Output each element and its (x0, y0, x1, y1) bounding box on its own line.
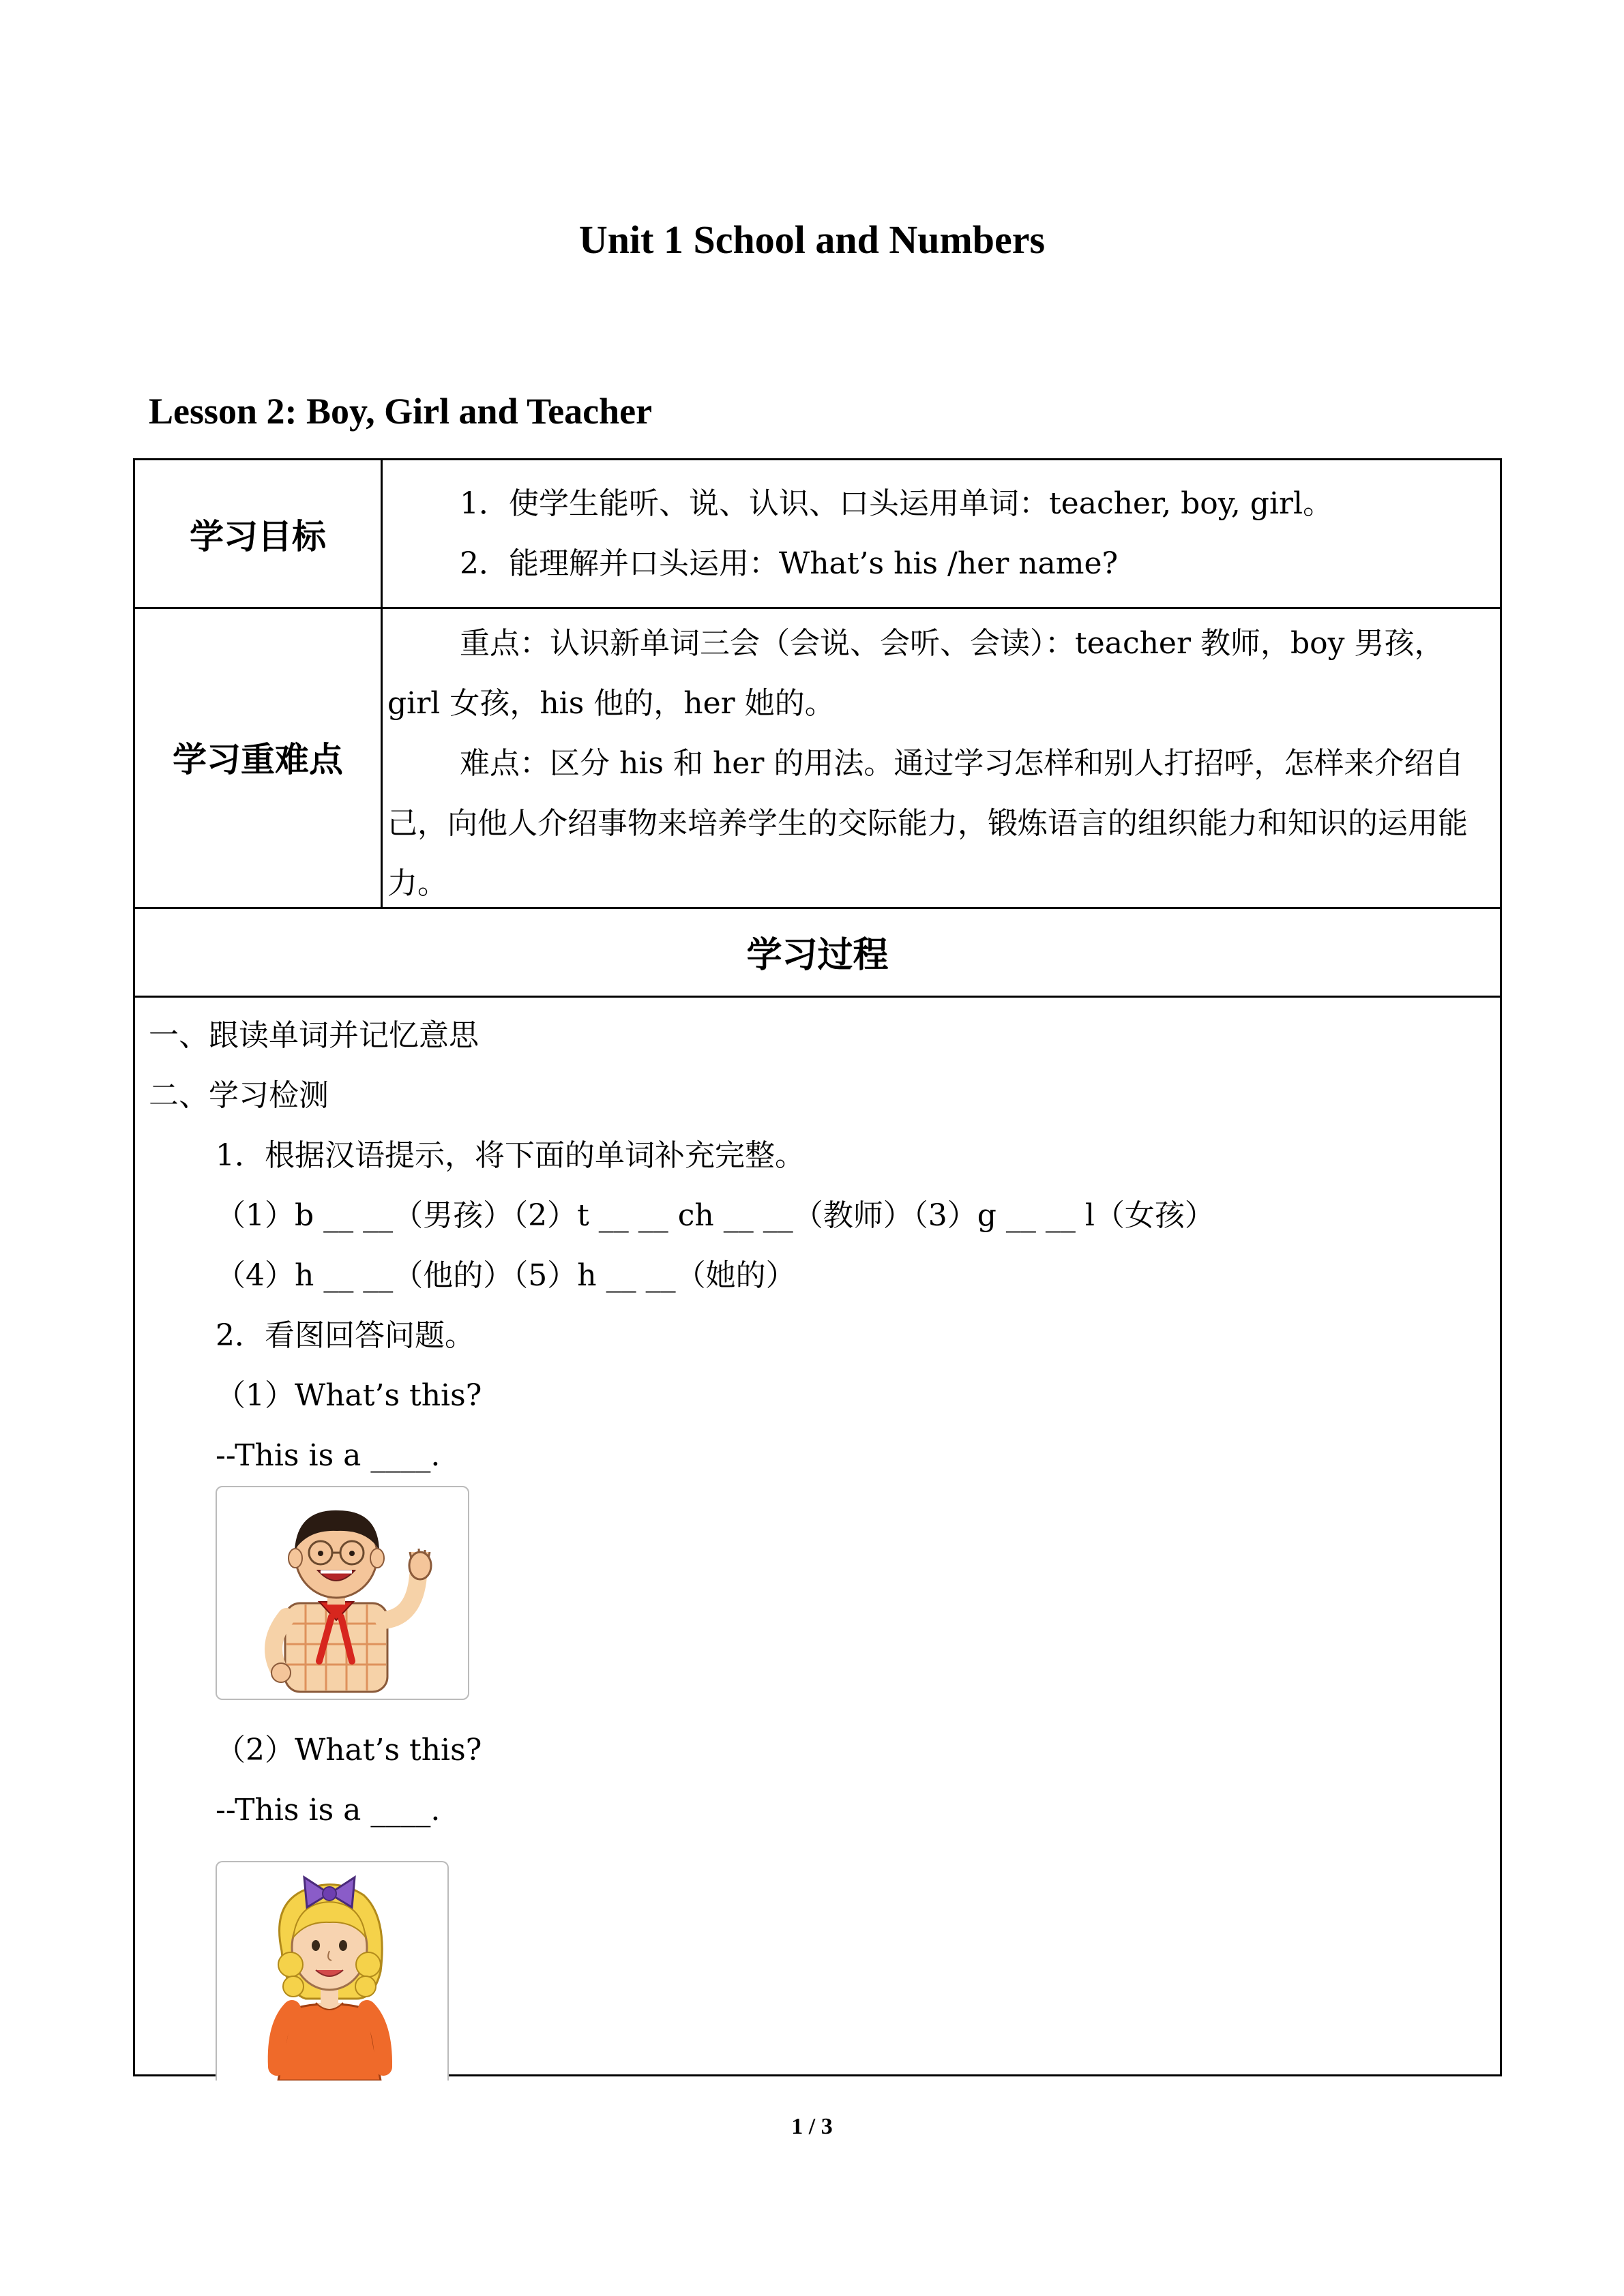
process-content (149, 1006, 1486, 2081)
picture-question: （1）What’s this? (216, 1378, 482, 1413)
goals-label: 学习目标 (190, 516, 326, 556)
fill-in-line: （1）b __ __（男孩）（2）t __ __ ch __ __（教师）（3）g __ __ l（女孩） (216, 1198, 1215, 1233)
lesson-heading: Lesson 2: Boy, Girl and Teacher (149, 391, 653, 432)
key-difficulty: 难点：区分 his 和 her 的用法。通过学习怎样和别人打招呼，怎样来介绍自己，向他人介绍事物来培养学生的交际能力，锻炼语言的组织能力和知识的运用能力。 (387, 746, 1468, 901)
goal-line: 1．使学生能听、说、认识、口头运用单词：teacher, boy, girl。 (460, 486, 1333, 521)
picture-answer: --This is a ____. (216, 1793, 441, 1828)
document-title: Unit 1 School and Numbers (578, 218, 1046, 262)
section-heading: 一、跟读单词并记忆意思 (149, 1018, 479, 1053)
boy-illustration (216, 1486, 469, 1700)
lesson-table (133, 458, 1502, 2076)
question-heading: 2．看图回答问题。 (216, 1318, 475, 1353)
fill-in-line: （4）h __ __（他的）（5）h __ __（她的） (216, 1258, 796, 1293)
key-focus: 重点：认识新单词三会（会说、会听、会读）：teacher 教师，boy 男孩，girl 女孩，his 他的，her 她的。 (387, 626, 1445, 721)
picture-answer: --This is a ____. (216, 1438, 441, 1473)
page-number: 1 / 3 (791, 2114, 833, 2139)
column-divider (381, 460, 383, 907)
goal-line: 2．能理解并口头运用：What’s his /her name? (460, 546, 1119, 581)
girl-illustration (216, 1861, 449, 2081)
row-divider (135, 996, 1500, 998)
process-title: 学习过程 (746, 934, 889, 976)
section-heading: 二、学习检测 (149, 1078, 329, 1113)
goals-content (387, 474, 1485, 594)
question-heading: 1．根据汉语提示，将下面的单词补充完整。 (216, 1138, 805, 1173)
picture-question: （2）What’s this? (216, 1733, 482, 1768)
boy-image (217, 1487, 468, 1699)
key-points-content (387, 614, 1485, 914)
key-points-label: 学习重难点 (173, 740, 343, 779)
girl-image (217, 1862, 447, 2081)
